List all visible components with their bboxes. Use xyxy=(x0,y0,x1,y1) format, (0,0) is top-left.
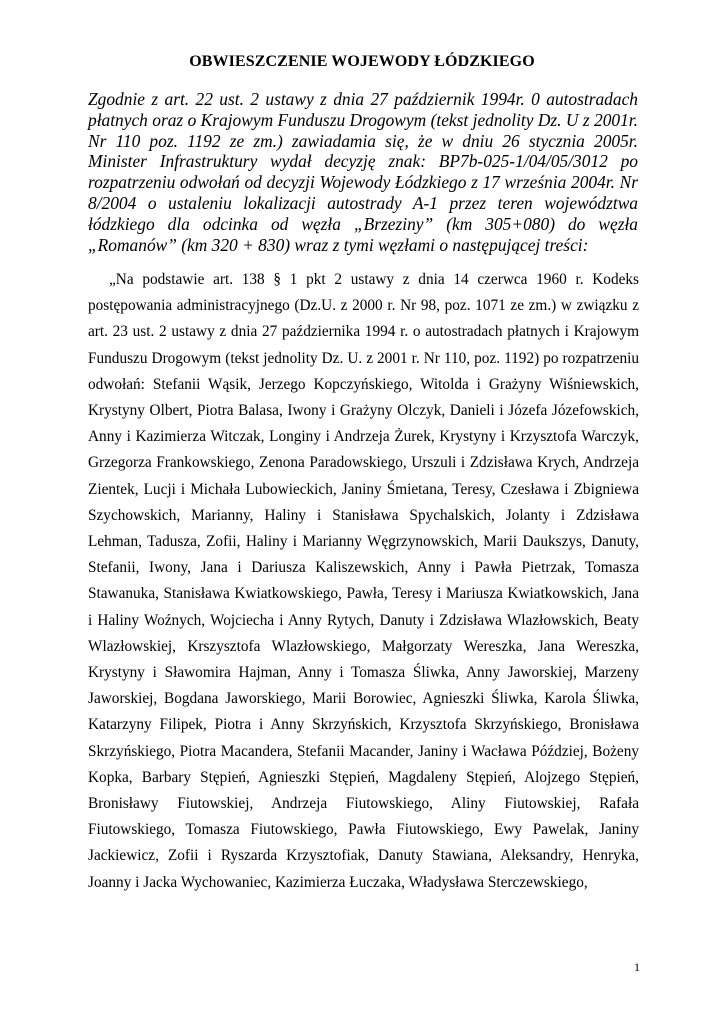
decision-body-paragraph: „Na podstawie art. 138 § 1 pkt 2 ustawy z dnia 14 czerwca 1960 r. Kodeks postępowania administracyjnego (Dz.U. z 2000 r. Nr 98, poz. 1071 ze zm.) w związku z art. 23 ust. 2 ustawy z dnia 27 października 1994 r. o autostradach płatnych i Krajowym Funduszu Drogowym (tekst jednolity Dz. U. z 2001 r. Nr 110, poz. 1192) po rozpatrzeniu odwołań: Stefanii Wąsik, Jerzego Kopczyńskiego, Witolda i Grażyny Wiśniewskich, Krystyny Olbert, Piotra Balasa, Iwony i Grażyny Olczyk, Danieli i Józefa Józefowskich, Anny i Kazimierza Witczak, Longiny i Andrzeja Żurek, Krystyny i Krzysztofa Warczyk, Grzegorza Frankowskiego, Zenona Paradowskiego, Urszuli i Zdzisława Krych, Andrzeja Zientek, Lucji i Michała Lubowieckich, Janiny Śmietana, Teresy, Czesława i Zbigniewa Szychowskich, Marianny, Haliny i Stanisława Spychalskich, Jolanty i Zdzisława Lehman, Tadusza, Zofii, Haliny i Marianny Węgrzynowskich, Marii Daukszys, Danuty, Stefanii, Iwony, Jana i Dariusza Kaliszewskich, Anny i Pawła Pietrzak, Tomasza Stawanuka, Stanisława Kwiatkowskiego, Pawła, Teresy i Mariusza Kwiatkowskich, Jana i Haliny Woźnych, Wojciecha i Anny Rytych, Danuty i Zdzisława Wlazłowskich, Beaty Wlazłowskiej, Krszysztofa Wlazłowskiego, Małgorzaty Wereszka, Jana Wereszka, Krystyny i Sławomira Hajman, Anny i Tomasza Śliwka, Anny Jaworskiej, Marzeny Jaworskiej, Bogdana Jaworskiego, Marii Borowiec, Agnieszki Śliwka, Karola Śliwka, Katarzyny Filipek, Piotra i Anny Skrzyńskich, Krzysztofa Skrzyńskiego, Bronisława Skrzyńskiego, Piotra Macandera, Stefanii Macander, Janiny i Wacława Póździej, Bożeny Kopka, Barbary Stępień, Agnieszki Stępień, Magdaleny Stępień, Alojzego Stępień, Bronisławy Fiutowskiej, Andrzeja Fiutowskiego, Aliny Fiutowskiej, Rafała Fiutowskiego, Tomasza Fiutowskiego, Pawła Fiutowskiego, Ewy Pawelak, Janiny Jackiewicz, Zofii i Ryszarda Krzysztofiak, Danuty Stawiana, Aleksandry, Henryka, Joanny i Jacka Wychowaniec, Kazimierza Łuczaka, Władysława Sterczewskiego, xyxy=(88,271,639,891)
intro-paragraph: Zgodnie z art. 22 ust. 2 ustawy z dnia 27 październik 1994r. 0 autostradach płatnych oraz o Krajowym Funduszu Drogowym (tekst jednolity Dz. U z 2001r. Nr 110 poz. 1192 ze zm.) zawiadamia się, że w dniu 26 stycznia 2005r. Minister Infrastruktury wydał decyzję znak: BP7b-025-1/04/05/3012 po rozpatrzeniu odwołań od decyzji Wojewody Łódzkiego z 17 września 2004r. Nr 8/2004 o ustaleniu lokalizacji autostrady A-1 przez teren województwa łódzkiego dla odcinka od węzła „Brzeziny” (km 305+080) do węzła „Romanów” (km 320 + 830) wraz z tymi węzłami o następującej treści: xyxy=(88,89,638,255)
page-number: 1 xyxy=(634,960,640,974)
document-title: OBWIESZCZENIE WOJEWODY ŁÓDZKIEGO xyxy=(189,53,535,70)
